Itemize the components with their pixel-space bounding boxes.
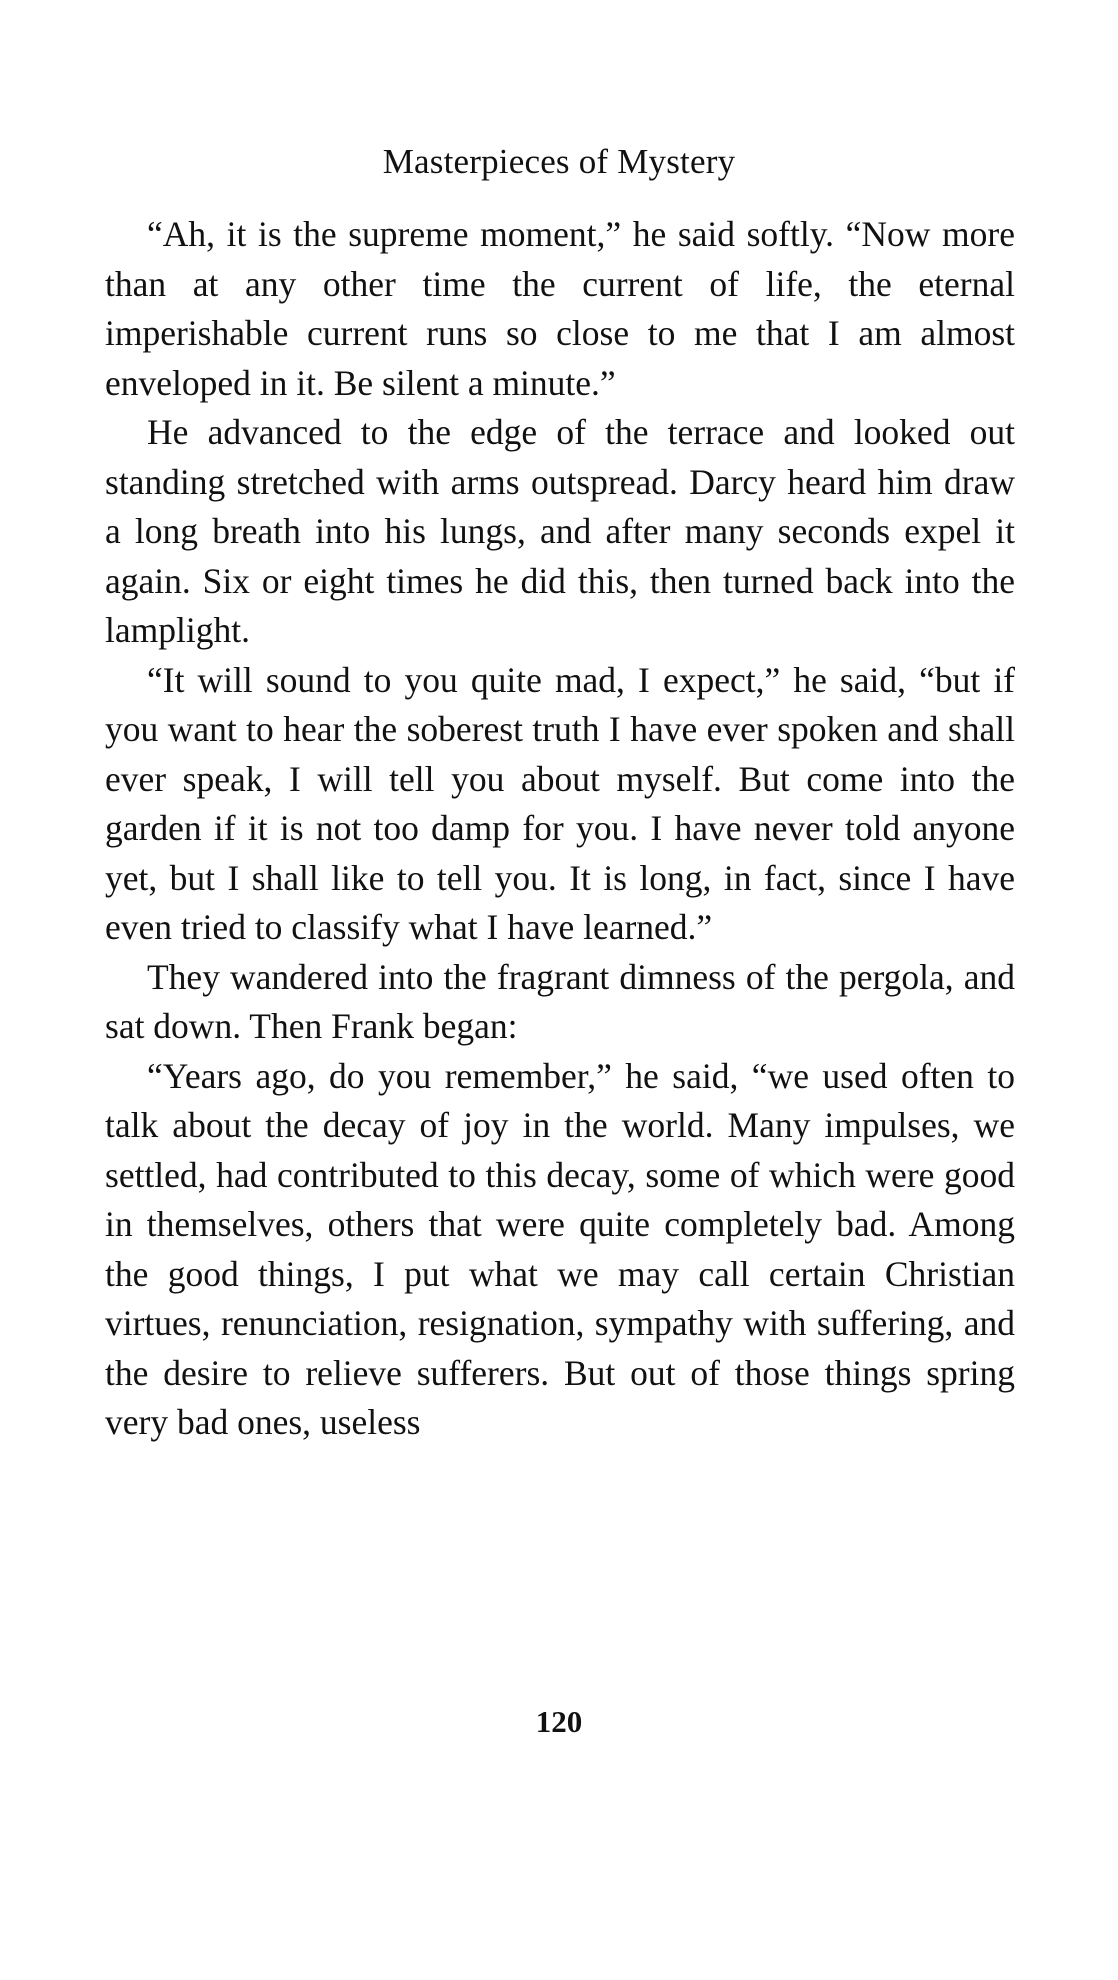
paragraph: They wandered into the fragrant dimness of the pergola, and sat down. Then Frank began: bbox=[105, 956, 1015, 1046]
paragraph: “Ah, it is the supreme moment,” he said softly. “Now more than at any other time the current of life, the eternal imperishable current runs so close to me that I am almost enveloped in it. Be silent a minute.” bbox=[105, 214, 1015, 403]
paragraph: “It will sound to you quite mad, I expect,” he said, “but if you want to hear the soberest truth I have ever spoken and shall ever speak, I will tell you about myself. But come into the garden if it is not too damp for you. I have never told anyone yet, but I shall like to tell you. It is long, in fact, since I have even tried to classify what I have learned.” bbox=[105, 659, 1015, 947]
paragraph: He advanced to the edge of the terrace and looked out standing stretched with arms outspread. Darcy heard him draw a long breath into his lungs, and after many seconds expel it again. Six or eight times he did this, then turned back into the lamplight. bbox=[105, 412, 1015, 650]
paragraph: “Years ago, do you remember,” he said, “we used often to talk about the decay of joy in the world. Many impulses, we settled, had contributed to this decay, some of which were good in themselves, others that were quite completely bad. Among the good things, I put what we may call certain Christian virtues, renunciation, resignation, sympathy with suffering, and the desire to relieve sufferers. But out of those things spring very bad ones, useless bbox=[105, 1055, 1015, 1442]
running-head: Masterpieces of Mystery bbox=[382, 142, 736, 181]
page-number: 120 bbox=[535, 1704, 583, 1739]
body-text bbox=[105, 210, 1015, 1448]
